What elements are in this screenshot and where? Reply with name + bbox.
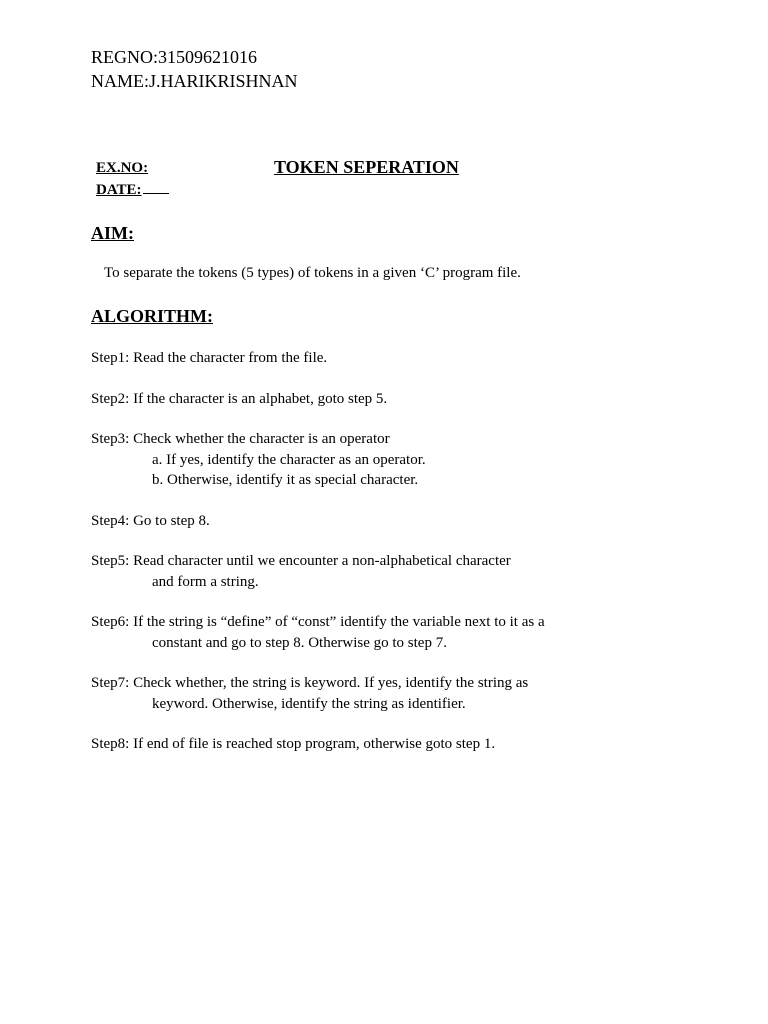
step-text: Step7: Check whether, the string is keyword. If yes, identify the string as bbox=[91, 675, 529, 691]
algorithm-step-5 bbox=[91, 551, 511, 592]
aim-heading: AIM: bbox=[91, 223, 134, 243]
step-text: Step8: If end of file is reached stop program, otherwise goto step 1. bbox=[91, 736, 496, 752]
algorithm-step-7 bbox=[91, 673, 528, 714]
student-name-line: NAME:J.HARIKRISHNAN bbox=[91, 71, 298, 91]
step-continuation: keyword. Otherwise, identify the string as identifier. bbox=[152, 695, 466, 712]
step-text: Step2: If the character is an alphabet, goto step 5. bbox=[91, 391, 388, 407]
date-blank-underline bbox=[143, 179, 169, 194]
algorithm-step-8 bbox=[91, 734, 495, 755]
exercise-number-label: EX.NO: bbox=[96, 160, 149, 176]
algorithm-step-1 bbox=[91, 348, 327, 369]
step-substep: a. If yes, identify the character as an operator. bbox=[152, 451, 426, 468]
step-text: Step4: Go to step 8. bbox=[91, 513, 210, 529]
document-title: TOKEN SEPERATION bbox=[274, 157, 459, 177]
algorithm-step-2 bbox=[91, 389, 387, 410]
regno-line: REGNO:31509621016 bbox=[91, 47, 257, 67]
step-substep: b. Otherwise, identify it as special character. bbox=[152, 472, 419, 488]
algorithm-heading: ALGORITHM: bbox=[91, 306, 214, 326]
date-label: DATE: bbox=[96, 182, 142, 198]
step-text: Step5: Read character until we encounter a non-alphabetical character bbox=[91, 553, 511, 569]
step-continuation: and form a string. bbox=[152, 573, 259, 590]
step-text: Step6: If the string is “define” of “const” identify the variable next to it as a bbox=[91, 614, 545, 630]
step-text: Step1: Read the character from the file. bbox=[91, 350, 328, 366]
date-line bbox=[96, 179, 169, 200]
aim-text: To separate the tokens (5 types) of tokens in a given ‘C’ program file. bbox=[104, 265, 521, 281]
algorithm-step-4 bbox=[91, 511, 210, 532]
algorithm-step-6 bbox=[91, 612, 545, 653]
step-text: Step3: Check whether the character is an operator bbox=[91, 431, 390, 447]
step-continuation: constant and go to step 8. Otherwise go to step 7. bbox=[152, 634, 447, 651]
algorithm-step-3 bbox=[91, 429, 426, 491]
